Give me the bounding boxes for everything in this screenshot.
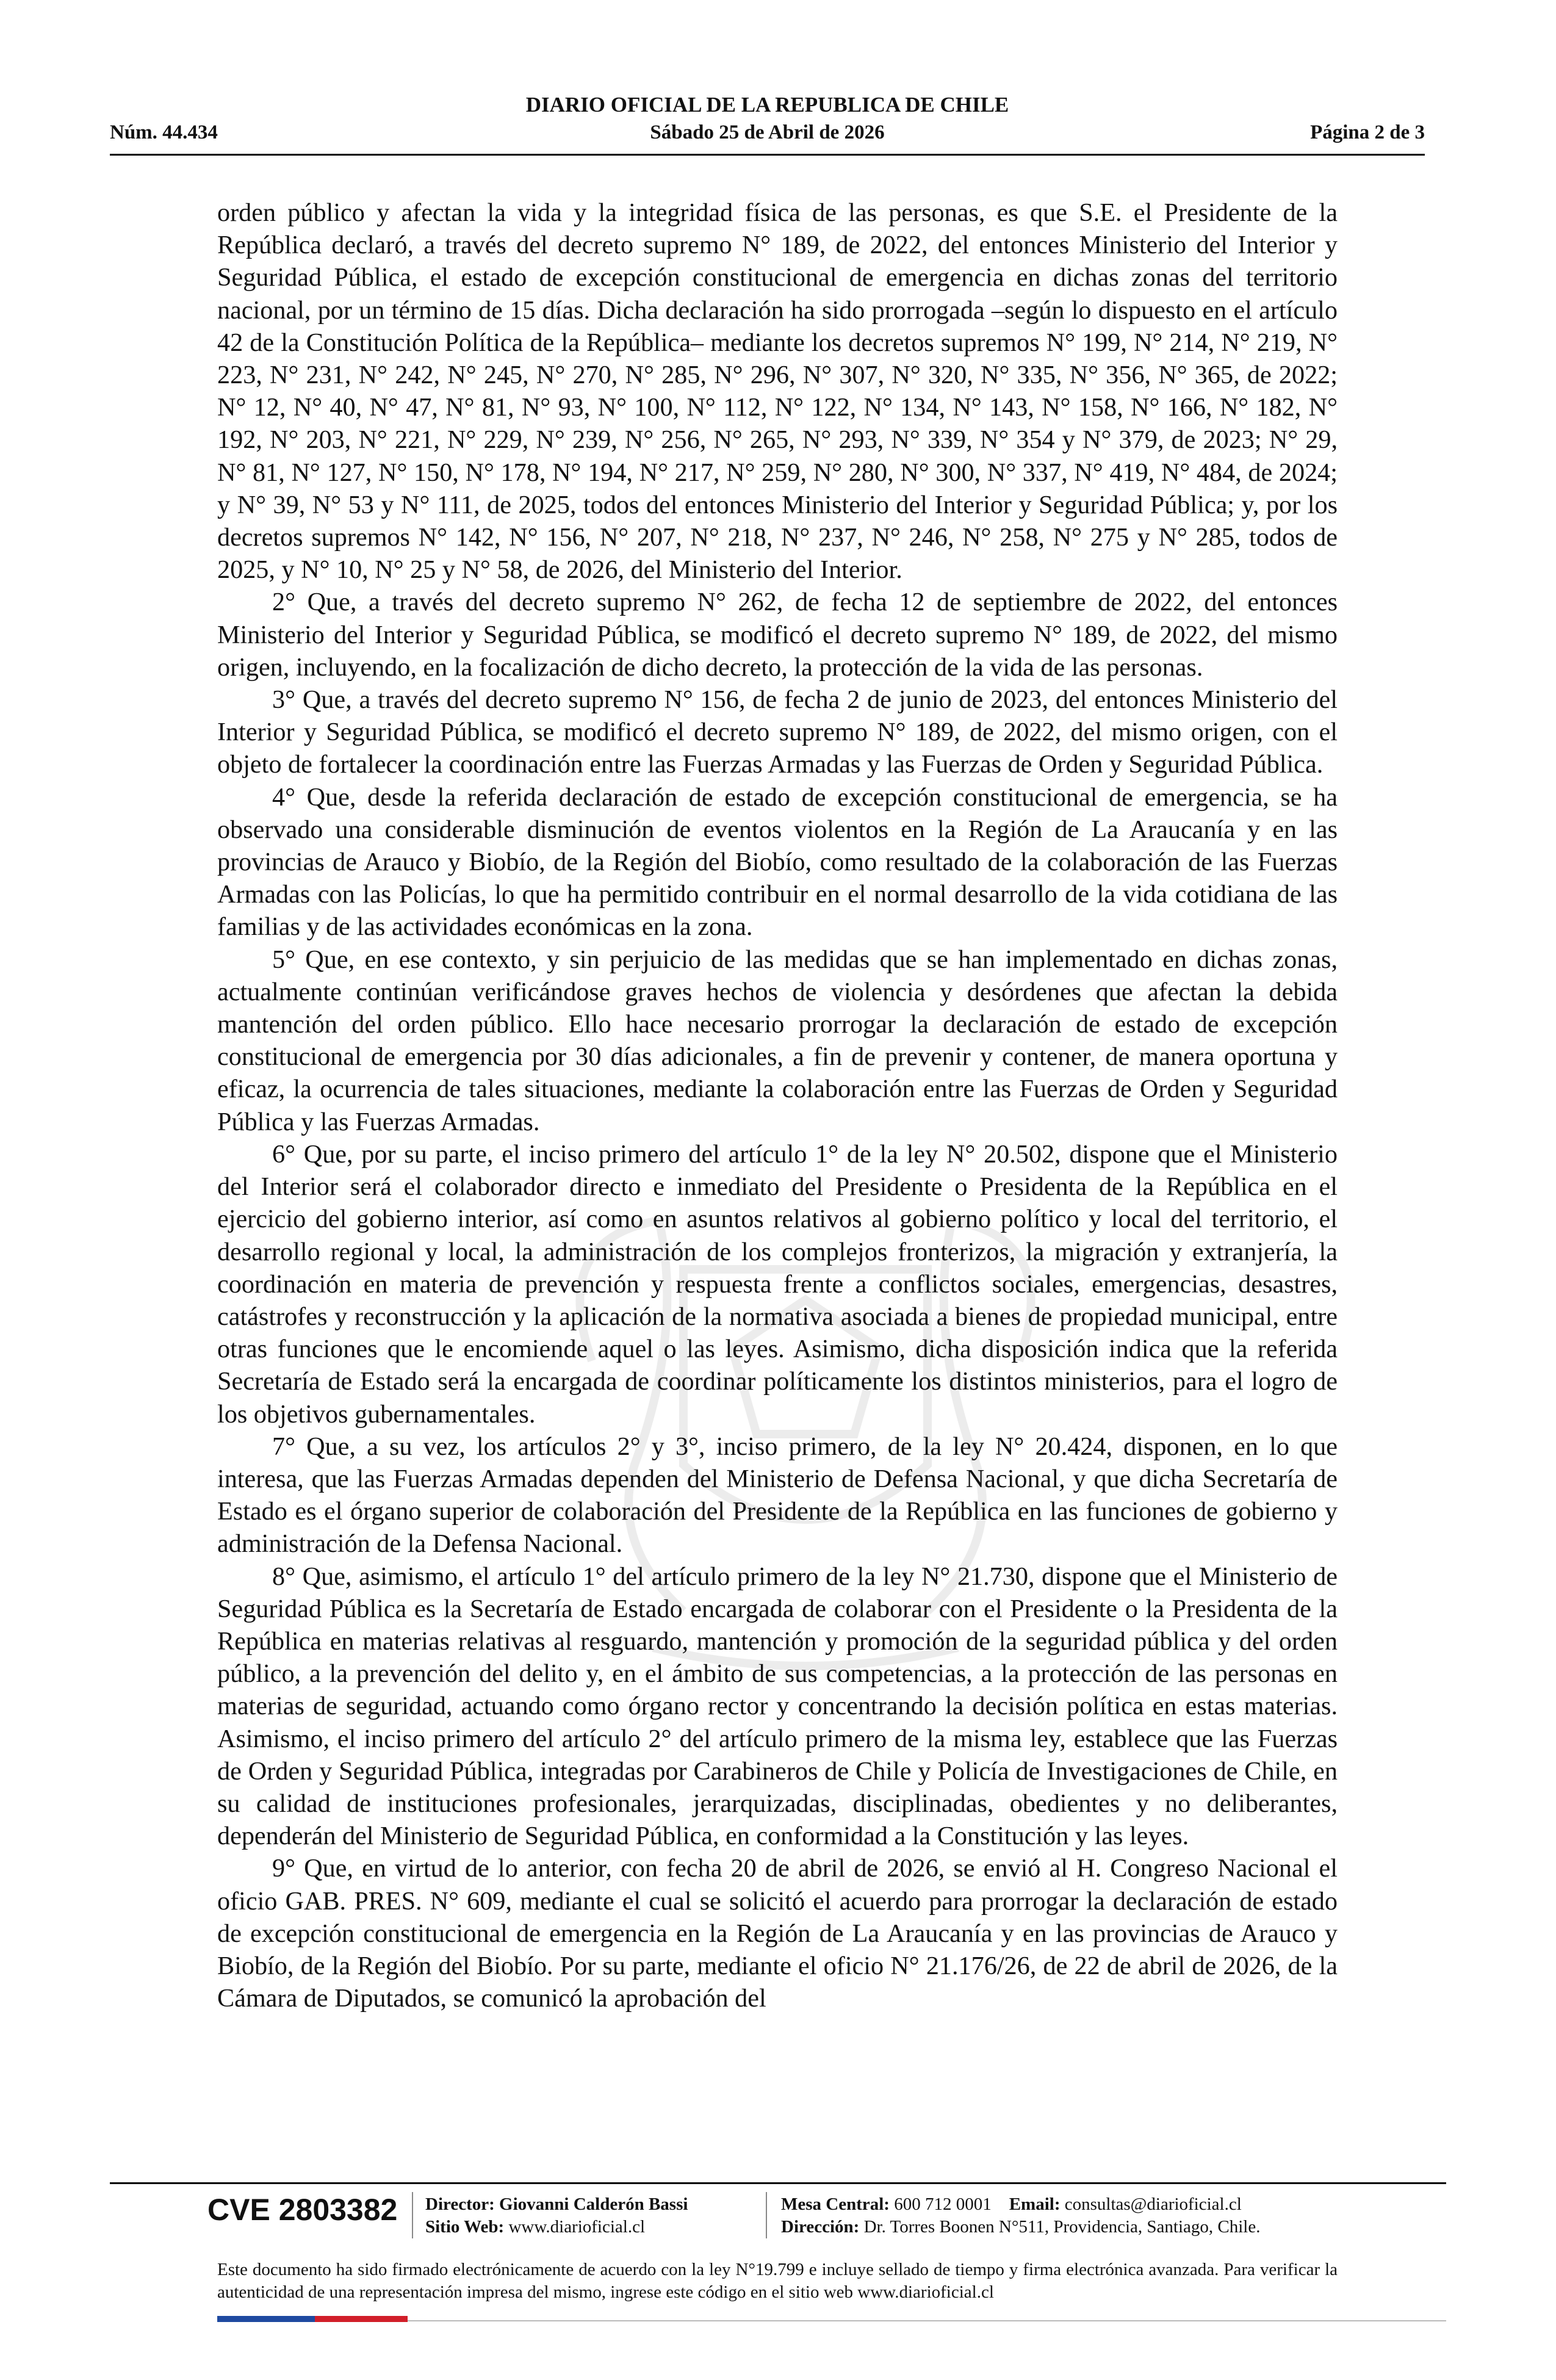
issue-number: Núm. 44.434 [110, 121, 218, 143]
site-link[interactable]: www.diarioficial.cl [508, 2217, 646, 2237]
director-label: Director: [425, 2194, 495, 2214]
issue-date: Sábado 25 de Abril de 2026 [650, 121, 885, 143]
paragraph-8: 8° Que, asimismo, el artículo 1° del artículo primero de la ley N° 21.730, dispone que el Ministerio de Seguridad Pública es la Secretaría de Estado encargada de colaborar con el Presidente o la Presidenta de la República en materias relativas al resguardo, mantención y promoción de la seguridad pública y del orden público, a la prevención del delito y, en el ámbito de sus competencias, a la protección de las personas en materias de seguridad, actuando como órgano rector y concentrando la decisión política en estas materias. Asimismo, el inciso primero del artículo 2° del artículo primero de la misma ley, establece que las Fuerzas de Orden y Seguridad Pública, integradas por Carabineros de Chile y Policía de Investigaciones de Chile, en su calidad de instituciones profesionales, jerarquizadas, disciplinadas, obedientes y no deliberantes, dependerán del Ministerio de Seguridad Pública, en conformidad a la Constitución y las leyes. [217, 1562, 1338, 1851]
paragraph-3: 3° Que, a través del decreto supremo N° 156, de fecha 2 de junio de 2023, del entonces Ministerio del Interior y Seguridad Pública, se modificó el decreto supremo N° 189, de 2022, del mismo origen, con el objeto de fortalecer la coordinación entre las Fuerzas Armadas y las Fuerzas de Orden y Seguridad Pública. [217, 685, 1338, 779]
address-text: Dr. Torres Boonen N°511, Providencia, Santiago, Chile. [863, 2217, 1261, 2237]
mesa-label: Mesa Central: [781, 2194, 890, 2214]
document-body [217, 197, 1338, 2014]
flag-blue-segment [217, 2316, 315, 2322]
email-link[interactable]: consultas@diarioficial.cl [1064, 2194, 1242, 2214]
paragraph-2: 2° Que, a través del decreto supremo N° 262, de fecha 12 de septiembre de 2022, del entonces Ministerio del Interior y Seguridad Pública, se modificó el decreto supremo N° 189, de 2022, del mismo origen, incluyendo, en la focalización de dicho decreto, la protección de la vida de las personas. [217, 588, 1338, 682]
publication-title: DIARIO OFICIAL DE LA REPUBLICA DE CHILE [525, 93, 1009, 117]
site-label: Sitio Web: [425, 2217, 505, 2237]
footer-separator [412, 2192, 413, 2238]
footer-divider [110, 2182, 1446, 2184]
footer-separator [766, 2192, 767, 2238]
paragraph-4: 4° Que, desde la referida declaración de estado de excepción constitucional de emergencia, se ha observado una considerable disminución de eventos violentos en la Región de La Araucanía y en las provincias de Arauco y Biobío, de la Región del Biobío, como resultado de la colaboración de las Fuerzas Armadas con las Policías, lo que ha permitido contribuir en el normal desarrollo de la vida cotidiana de las familias y de las actividades económicas en la zona. [217, 782, 1338, 942]
footer-contact-block [781, 2193, 1260, 2238]
email-label: Email: [1009, 2194, 1061, 2214]
paragraph-7: 7° Que, a su vez, los artículos 2° y 3°, inciso primero, de la ley N° 20.424, disponen, en lo que interesa, que las Fuerzas Armadas dependen del Ministerio de Defensa Nacional, y que dicha Secretaría de Estado es el órgano superior de colaboración del Presidente de la República en las funciones de gobierno y administración de la Defensa Nacional. [217, 1432, 1338, 1559]
paragraph-5: 5° Que, en ese contexto, y sin perjuicio de las medidas que se han implementado en dichas zonas, actualmente continúan verificándose graves hechos de violencia y desórdenes que afectan la debida mantención del orden público. Ello hace necesario prorrogar la declaración de estado de excepción constitucional de emergencia por 30 días adicionales, a fin de prevenir y contener, de manera oportuna y eficaz, la ocurrencia de tales situaciones, mediante la colaboración entre las Fuerzas de Orden y Seguridad Pública y las Fuerzas Armadas. [217, 945, 1338, 1136]
bottom-divider [408, 2320, 1446, 2321]
paragraph-1-continuation: orden público y afectan la vida y la integridad física de las personas, es que S.E. el Presidente de la República declaró, a través del decreto supremo N° 189, de 2022, del entonces Ministerio del Interior y Seguridad Pública, el estado de excepción constitucional de emergencia en dichas zonas del territorio nacional, por un término de 15 días. Dicha declaración ha sido prorrogada –según lo dispuesto en el artículo 42 de la Constitución Política de la República– mediante los decretos supremos N° 199, N° 214, N° 219, N° 223, N° 231, N° 242, N° 245, N° 270, N° 285, N° 296, N° 307, N° 320, N° 335, N° 356, N° 365, de 2022; N° 12, N° 40, N° 47, N° 81, N° 93, N° 100, N° 112, N° 122, N° 134, N° 143, N° 158, N° 166, N° 182, N° 192, N° 203, N° 221, N° 229, N° 239, N° 256, N° 265, N° 293, N° 339, N° 354 y N° 379, de 2023; N° 29, N° 81, N° 127, N° 150, N° 178, N° 194, N° 217, N° 259, N° 280, N° 300, N° 337, N° 419, N° 484, de 2024; y N° 39, N° 53 y N° 111, de 2025, todos del entonces Ministerio del Interior y Seguridad Pública; y, por los decretos supremos N° 142, N° 156, N° 207, N° 218, N° 237, N° 246, N° 258, N° 275 y N° 285, todos de 2025, y N° 10, N° 25 y N° 58, de 2026, del Ministerio del Interior. [217, 198, 1338, 585]
cve-code: CVE 2803382 [207, 2193, 398, 2227]
footer-director-block [425, 2193, 688, 2238]
paragraph-9: 9° Que, en virtud de lo anterior, con fecha 20 de abril de 2026, se envió al H. Congreso Nacional el oficio GAB. PRES. N° 609, mediante el cual se solicitó el acuerdo para prorrogar la declaración de estado de excepción constitucional de emergencia en la Región de La Araucanía y en las provincias de Arauco y Biobío, de la Región del Biobío. Por su parte, mediante el oficio N° 21.176/26, de 22 de abril de 2026, de la Cámara de Diputados, se comunicó la aprobación del [217, 1854, 1338, 2013]
page-header [110, 93, 1425, 156]
page-number: Página 2 de 3 [1310, 121, 1425, 143]
flag-red-segment [315, 2316, 408, 2322]
legal-notice: Este documento ha sido firmado electrónicamente de acuerdo con la ley N°19.799 e incluye sellado de tiempo y firma electrónica avanzada. Para verificar la autenticidad de una representación impresa del mismo, ingrese este código en el sitio web www.diarioficial.cl [217, 2260, 1338, 2302]
mesa-phone: 600 712 0001 [894, 2194, 992, 2214]
paragraph-6: 6° Que, por su parte, el inciso primero del artículo 1° de la ley N° 20.502, dispone que el Ministerio del Interior será el colaborador directo e inmediato del Presidente o Presidenta de la República en el ejercicio del gobierno interior, así como en asuntos relativos al gobierno político y local del territorio, el desarrollo regional y local, la administración de los complejos fronterizos, la migración y extranjería, la coordinación en materia de prevención y respuesta frente a conflictos sociales, emergencias, desastres, catástrofes y reconstrucción y la aplicación de la normativa asociada a bienes de propiedad municipal, entre otras funciones que le encomiende aquel o las leyes. Asimismo, dicha disposición indica que la referida Secretaría de Estado será la encargada de coordinar políticamente los distintos ministerios, para el logro de los objetivos gubernamentales. [217, 1139, 1338, 1429]
director-name: Giovanni Calderón Bassi [499, 2194, 688, 2214]
address-label: Dirección: [781, 2217, 860, 2237]
flag-color-bar [217, 2316, 408, 2322]
